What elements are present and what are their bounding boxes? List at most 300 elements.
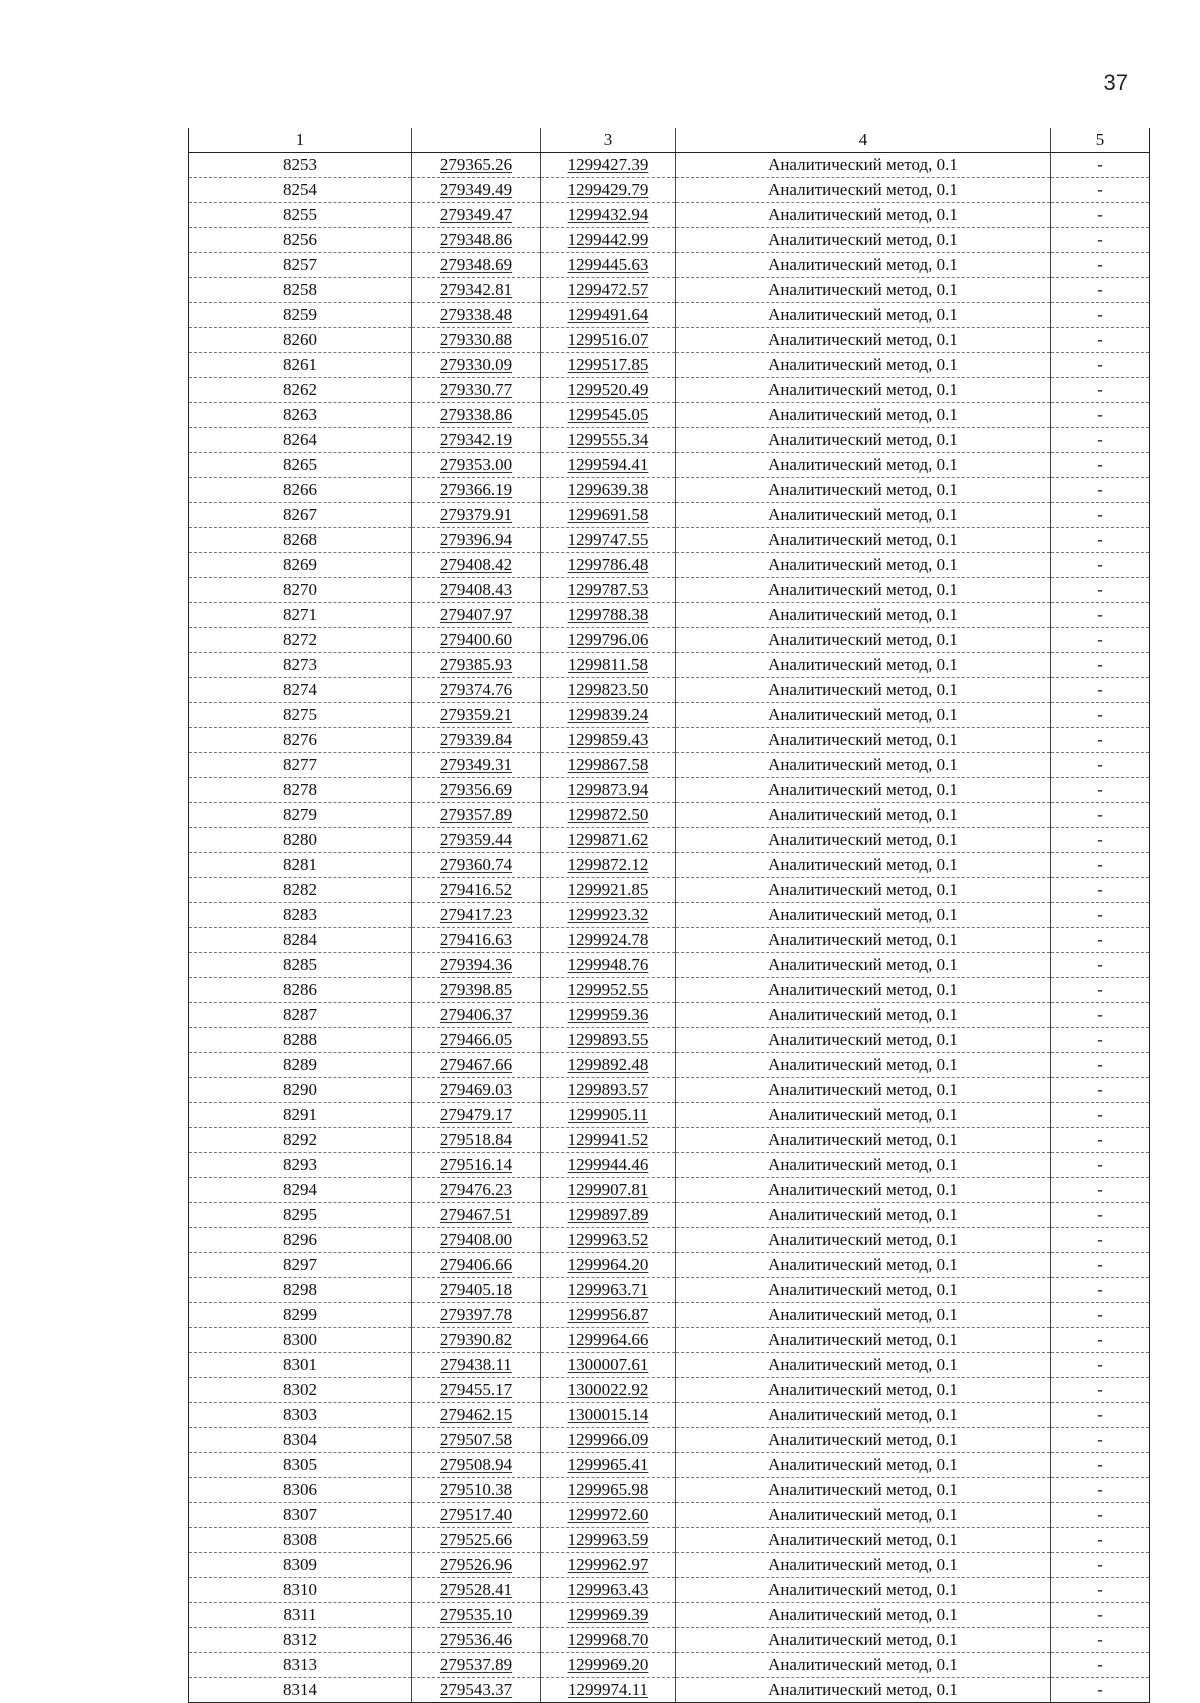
point-number-cell: 8295 [189,1203,412,1228]
x-coordinate-cell: 279405.18 [412,1278,541,1303]
table-row [189,1503,1150,1528]
y-coordinate-cell: 1299893.57 [541,1078,676,1103]
point-number-cell: 8289 [189,1053,412,1078]
method-cell: Аналитический метод, 0.1 [676,228,1051,253]
x-coordinate-cell: 279349.47 [412,203,541,228]
table-row [189,1053,1150,1078]
table-row [189,628,1150,653]
method-cell: Аналитический метод, 0.1 [676,328,1051,353]
point-number-cell: 8284 [189,928,412,953]
point-number-cell: 8294 [189,1178,412,1203]
y-coordinate-cell: 1299491.64 [541,303,676,328]
point-number-cell: 8264 [189,428,412,453]
table-row [189,928,1150,953]
y-coordinate-cell: 1299516.07 [541,328,676,353]
x-coordinate-cell: 279342.19 [412,428,541,453]
column-5-cell: - [1051,753,1150,778]
point-number-cell: 8301 [189,1353,412,1378]
table-row [189,678,1150,703]
column-5-cell: - [1051,1378,1150,1403]
column-5-cell: - [1051,878,1150,903]
column-5-cell: - [1051,1528,1150,1553]
table-row [189,1303,1150,1328]
point-number-cell: 8308 [189,1528,412,1553]
table-row [189,328,1150,353]
y-coordinate-cell: 1299429.79 [541,178,676,203]
method-cell: Аналитический метод, 0.1 [676,1028,1051,1053]
column-5-cell: - [1051,353,1150,378]
column-5-cell: - [1051,953,1150,978]
x-coordinate-cell: 279398.85 [412,978,541,1003]
y-coordinate-cell: 1299442.99 [541,228,676,253]
point-number-cell: 8280 [189,828,412,853]
y-coordinate-cell: 1299965.41 [541,1453,676,1478]
page-number: 37 [1103,70,1128,95]
table-row [189,228,1150,253]
point-number-cell: 8305 [189,1453,412,1478]
column-5-cell: - [1051,178,1150,203]
x-coordinate-cell: 279348.86 [412,228,541,253]
method-cell: Аналитический метод, 0.1 [676,1653,1051,1678]
x-coordinate-cell: 279338.48 [412,303,541,328]
method-cell: Аналитический метод, 0.1 [676,1553,1051,1578]
y-coordinate-cell: 1299963.59 [541,1528,676,1553]
y-coordinate-cell: 1299873.94 [541,778,676,803]
x-coordinate-cell: 279528.41 [412,1578,541,1603]
x-coordinate-cell: 279438.11 [412,1353,541,1378]
method-cell: Аналитический метод, 0.1 [676,1153,1051,1178]
y-coordinate-cell: 1299923.32 [541,903,676,928]
y-coordinate-cell: 1299432.94 [541,203,676,228]
column-5-cell: - [1051,553,1150,578]
point-number-cell: 8288 [189,1028,412,1053]
y-coordinate-cell: 1299964.20 [541,1253,676,1278]
y-coordinate-cell: 1299952.55 [541,978,676,1003]
table-row [189,1353,1150,1378]
column-5-cell: - [1051,253,1150,278]
point-number-cell: 8304 [189,1428,412,1453]
y-coordinate-cell: 1299921.85 [541,878,676,903]
table-row [189,428,1150,453]
x-coordinate-cell: 279349.31 [412,753,541,778]
point-number-cell: 8275 [189,703,412,728]
point-number-cell: 8311 [189,1603,412,1628]
point-number-cell: 8309 [189,1553,412,1578]
y-coordinate-cell: 1299811.58 [541,653,676,678]
point-number-cell: 8297 [189,1253,412,1278]
point-number-cell: 8273 [189,653,412,678]
x-coordinate-cell: 279535.10 [412,1603,541,1628]
y-coordinate-cell: 1299787.53 [541,578,676,603]
column-5-cell: - [1051,228,1150,253]
y-coordinate-cell: 1299907.81 [541,1178,676,1203]
x-coordinate-cell: 279417.23 [412,903,541,928]
method-cell: Аналитический метод, 0.1 [676,578,1051,603]
column-5-cell: - [1051,503,1150,528]
column-5-cell: - [1051,1228,1150,1253]
column-5-cell: - [1051,653,1150,678]
column-5-cell: - [1051,1003,1150,1028]
table-row [189,578,1150,603]
point-number-cell: 8312 [189,1628,412,1653]
method-cell: Аналитический метод, 0.1 [676,1678,1051,1703]
table-row [189,1278,1150,1303]
coordinates-table [188,128,1150,1703]
x-coordinate-cell: 279330.88 [412,328,541,353]
x-coordinate-cell: 279516.14 [412,1153,541,1178]
point-number-cell: 8291 [189,1103,412,1128]
column-5-cell: - [1051,1353,1150,1378]
column-5-cell: - [1051,1628,1150,1653]
point-number-cell: 8278 [189,778,412,803]
point-number-cell: 8314 [189,1678,412,1703]
column-5-cell: - [1051,978,1150,1003]
header-col-5: 5 [1051,128,1150,153]
column-5-cell: - [1051,1153,1150,1178]
y-coordinate-cell: 1299963.52 [541,1228,676,1253]
y-coordinate-cell: 1299892.48 [541,1053,676,1078]
table-row [189,653,1150,678]
column-5-cell: - [1051,803,1150,828]
table-row [189,353,1150,378]
x-coordinate-cell: 279353.00 [412,453,541,478]
column-5-cell: - [1051,578,1150,603]
y-coordinate-cell: 1299963.43 [541,1578,676,1603]
table-row [189,753,1150,778]
table-row [189,203,1150,228]
table-row [189,978,1150,1003]
method-cell: Аналитический метод, 0.1 [676,478,1051,503]
y-coordinate-cell: 1299872.50 [541,803,676,828]
point-number-cell: 8277 [189,753,412,778]
method-cell: Аналитический метод, 0.1 [676,1253,1051,1278]
y-coordinate-cell: 1299788.38 [541,603,676,628]
column-5-cell: - [1051,303,1150,328]
column-5-cell: - [1051,603,1150,628]
table-row [189,553,1150,578]
x-coordinate-cell: 279479.17 [412,1103,541,1128]
x-coordinate-cell: 279508.94 [412,1453,541,1478]
table-row [189,803,1150,828]
x-coordinate-cell: 279385.93 [412,653,541,678]
column-5-cell: - [1051,1053,1150,1078]
point-number-cell: 8271 [189,603,412,628]
column-5-cell: - [1051,928,1150,953]
header-col-2 [412,128,541,153]
x-coordinate-cell: 279348.69 [412,253,541,278]
y-coordinate-cell: 1299555.34 [541,428,676,453]
table-row [189,1603,1150,1628]
method-cell: Аналитический метод, 0.1 [676,878,1051,903]
table-row [189,1403,1150,1428]
method-cell: Аналитический метод, 0.1 [676,303,1051,328]
table-row [189,728,1150,753]
x-coordinate-cell: 279526.96 [412,1553,541,1578]
point-number-cell: 8302 [189,1378,412,1403]
table-row [189,603,1150,628]
method-cell: Аналитический метод, 0.1 [676,853,1051,878]
table-row [189,1578,1150,1603]
column-5-cell: - [1051,478,1150,503]
point-number-cell: 8300 [189,1328,412,1353]
x-coordinate-cell: 279365.26 [412,153,541,178]
method-cell: Аналитический метод, 0.1 [676,653,1051,678]
x-coordinate-cell: 279408.43 [412,578,541,603]
column-5-cell: - [1051,1553,1150,1578]
header-col-3: 3 [541,128,676,153]
column-5-cell: - [1051,1603,1150,1628]
table-row [189,478,1150,503]
y-coordinate-cell: 1299872.12 [541,853,676,878]
y-coordinate-cell: 1299691.58 [541,503,676,528]
y-coordinate-cell: 1299944.46 [541,1153,676,1178]
column-5-cell: - [1051,1178,1150,1203]
y-coordinate-cell: 1299517.85 [541,353,676,378]
x-coordinate-cell: 279406.37 [412,1003,541,1028]
y-coordinate-cell: 1299893.55 [541,1028,676,1053]
y-coordinate-cell: 1299786.48 [541,553,676,578]
column-5-cell: - [1051,1253,1150,1278]
point-number-cell: 8299 [189,1303,412,1328]
point-number-cell: 8285 [189,953,412,978]
y-coordinate-cell: 1299867.58 [541,753,676,778]
table-row [189,1378,1150,1403]
point-number-cell: 8276 [189,728,412,753]
x-coordinate-cell: 279517.40 [412,1503,541,1528]
method-cell: Аналитический метод, 0.1 [676,778,1051,803]
point-number-cell: 8265 [189,453,412,478]
point-number-cell: 8287 [189,1003,412,1028]
table-row [189,403,1150,428]
x-coordinate-cell: 279379.91 [412,503,541,528]
column-5-cell: - [1051,728,1150,753]
column-5-cell: - [1051,1103,1150,1128]
x-coordinate-cell: 279366.19 [412,478,541,503]
table-row [189,1478,1150,1503]
y-coordinate-cell: 1299948.76 [541,953,676,978]
table-row [189,1453,1150,1478]
x-coordinate-cell: 279342.81 [412,278,541,303]
method-cell: Аналитический метод, 0.1 [676,1278,1051,1303]
method-cell: Аналитический метод, 0.1 [676,353,1051,378]
x-coordinate-cell: 279510.38 [412,1478,541,1503]
column-5-cell: - [1051,328,1150,353]
x-coordinate-cell: 279390.82 [412,1328,541,1353]
header-row [189,128,1150,153]
column-5-cell: - [1051,1503,1150,1528]
table-row [189,1653,1150,1678]
column-5-cell: - [1051,1453,1150,1478]
table-row [189,1228,1150,1253]
y-coordinate-cell: 1299897.89 [541,1203,676,1228]
table-row [189,453,1150,478]
method-cell: Аналитический метод, 0.1 [676,1228,1051,1253]
y-coordinate-cell: 1299823.50 [541,678,676,703]
table-row [189,778,1150,803]
column-5-cell: - [1051,1403,1150,1428]
column-5-cell: - [1051,628,1150,653]
method-cell: Аналитический метод, 0.1 [676,1203,1051,1228]
y-coordinate-cell: 1300022.92 [541,1378,676,1403]
point-number-cell: 8286 [189,978,412,1003]
method-cell: Аналитический метод, 0.1 [676,528,1051,553]
y-coordinate-cell: 1299969.39 [541,1603,676,1628]
method-cell: Аналитический метод, 0.1 [676,1078,1051,1103]
table-row [189,303,1150,328]
y-coordinate-cell: 1299969.20 [541,1653,676,1678]
method-cell: Аналитический метод, 0.1 [676,1353,1051,1378]
x-coordinate-cell: 279359.21 [412,703,541,728]
column-5-cell: - [1051,778,1150,803]
y-coordinate-cell: 1299974.11 [541,1678,676,1703]
method-cell: Аналитический метод, 0.1 [676,703,1051,728]
table-row [189,1103,1150,1128]
y-coordinate-cell: 1299871.62 [541,828,676,853]
column-5-cell: - [1051,453,1150,478]
method-cell: Аналитический метод, 0.1 [676,1503,1051,1528]
x-coordinate-cell: 279407.97 [412,603,541,628]
x-coordinate-cell: 279455.17 [412,1378,541,1403]
point-number-cell: 8258 [189,278,412,303]
point-number-cell: 8267 [189,503,412,528]
point-number-cell: 8260 [189,328,412,353]
method-cell: Аналитический метод, 0.1 [676,928,1051,953]
x-coordinate-cell: 279408.00 [412,1228,541,1253]
method-cell: Аналитический метод, 0.1 [676,1128,1051,1153]
column-5-cell: - [1051,1578,1150,1603]
method-cell: Аналитический метод, 0.1 [676,1328,1051,1353]
method-cell: Аналитический метод, 0.1 [676,453,1051,478]
table-row [189,1553,1150,1578]
column-5-cell: - [1051,1278,1150,1303]
column-5-cell: - [1051,903,1150,928]
method-cell: Аналитический метод, 0.1 [676,978,1051,1003]
y-coordinate-cell: 1299445.63 [541,253,676,278]
x-coordinate-cell: 279349.49 [412,178,541,203]
point-number-cell: 8259 [189,303,412,328]
method-cell: Аналитический метод, 0.1 [676,553,1051,578]
method-cell: Аналитический метод, 0.1 [676,178,1051,203]
point-number-cell: 8255 [189,203,412,228]
y-coordinate-cell: 1299839.24 [541,703,676,728]
method-cell: Аналитический метод, 0.1 [676,803,1051,828]
method-cell: Аналитический метод, 0.1 [676,1428,1051,1453]
x-coordinate-cell: 279467.51 [412,1203,541,1228]
point-number-cell: 8303 [189,1403,412,1428]
y-coordinate-cell: 1299520.49 [541,378,676,403]
method-cell: Аналитический метод, 0.1 [676,153,1051,178]
point-number-cell: 8268 [189,528,412,553]
point-number-cell: 8279 [189,803,412,828]
y-coordinate-cell: 1299964.66 [541,1328,676,1353]
point-number-cell: 8274 [189,678,412,703]
method-cell: Аналитический метод, 0.1 [676,1528,1051,1553]
method-cell: Аналитический метод, 0.1 [676,1103,1051,1128]
method-cell: Аналитический метод, 0.1 [676,1578,1051,1603]
method-cell: Аналитический метод, 0.1 [676,828,1051,853]
x-coordinate-cell: 279359.44 [412,828,541,853]
method-cell: Аналитический метод, 0.1 [676,1453,1051,1478]
table-row [189,1153,1150,1178]
x-coordinate-cell: 279338.86 [412,403,541,428]
point-number-cell: 8306 [189,1478,412,1503]
x-coordinate-cell: 279416.52 [412,878,541,903]
column-5-cell: - [1051,703,1150,728]
y-coordinate-cell: 1300015.14 [541,1403,676,1428]
point-number-cell: 8253 [189,153,412,178]
y-coordinate-cell: 1299963.71 [541,1278,676,1303]
y-coordinate-cell: 1299959.36 [541,1003,676,1028]
y-coordinate-cell: 1299956.87 [541,1303,676,1328]
table-row [189,1678,1150,1703]
point-number-cell: 8296 [189,1228,412,1253]
column-5-cell: - [1051,278,1150,303]
x-coordinate-cell: 279397.78 [412,1303,541,1328]
y-coordinate-cell: 1299966.09 [541,1428,676,1453]
method-cell: Аналитический метод, 0.1 [676,728,1051,753]
y-coordinate-cell: 1299972.60 [541,1503,676,1528]
y-coordinate-cell: 1299545.05 [541,403,676,428]
column-5-cell: - [1051,1028,1150,1053]
x-coordinate-cell: 279518.84 [412,1128,541,1153]
table-row [189,528,1150,553]
table-row [189,1528,1150,1553]
column-5-cell: - [1051,1128,1150,1153]
method-cell: Аналитический метод, 0.1 [676,953,1051,978]
method-cell: Аналитический метод, 0.1 [676,1053,1051,1078]
x-coordinate-cell: 279357.89 [412,803,541,828]
table-row [189,1028,1150,1053]
y-coordinate-cell: 1299968.70 [541,1628,676,1653]
point-number-cell: 8266 [189,478,412,503]
table-row [189,153,1150,178]
table-row [189,1253,1150,1278]
point-number-cell: 8262 [189,378,412,403]
x-coordinate-cell: 279330.77 [412,378,541,403]
method-cell: Аналитический метод, 0.1 [676,378,1051,403]
column-5-cell: - [1051,1303,1150,1328]
column-5-cell: - [1051,1653,1150,1678]
y-coordinate-cell: 1299905.11 [541,1103,676,1128]
table-row [189,278,1150,303]
method-cell: Аналитический метод, 0.1 [676,403,1051,428]
method-cell: Аналитический метод, 0.1 [676,903,1051,928]
point-number-cell: 8256 [189,228,412,253]
method-cell: Аналитический метод, 0.1 [676,1003,1051,1028]
table-row [189,1128,1150,1153]
method-cell: Аналитический метод, 0.1 [676,1603,1051,1628]
column-5-cell: - [1051,1078,1150,1103]
table-row [189,378,1150,403]
y-coordinate-cell: 1299639.38 [541,478,676,503]
point-number-cell: 8270 [189,578,412,603]
y-coordinate-cell: 1299747.55 [541,528,676,553]
x-coordinate-cell: 279400.60 [412,628,541,653]
point-number-cell: 8261 [189,353,412,378]
point-number-cell: 8257 [189,253,412,278]
column-5-cell: - [1051,528,1150,553]
point-number-cell: 8283 [189,903,412,928]
y-coordinate-cell: 1299962.97 [541,1553,676,1578]
x-coordinate-cell: 279406.66 [412,1253,541,1278]
point-number-cell: 8282 [189,878,412,903]
table-row [189,703,1150,728]
table-row [189,1178,1150,1203]
y-coordinate-cell: 1299859.43 [541,728,676,753]
y-coordinate-cell: 1299594.41 [541,453,676,478]
y-coordinate-cell: 1299427.39 [541,153,676,178]
x-coordinate-cell: 279476.23 [412,1178,541,1203]
